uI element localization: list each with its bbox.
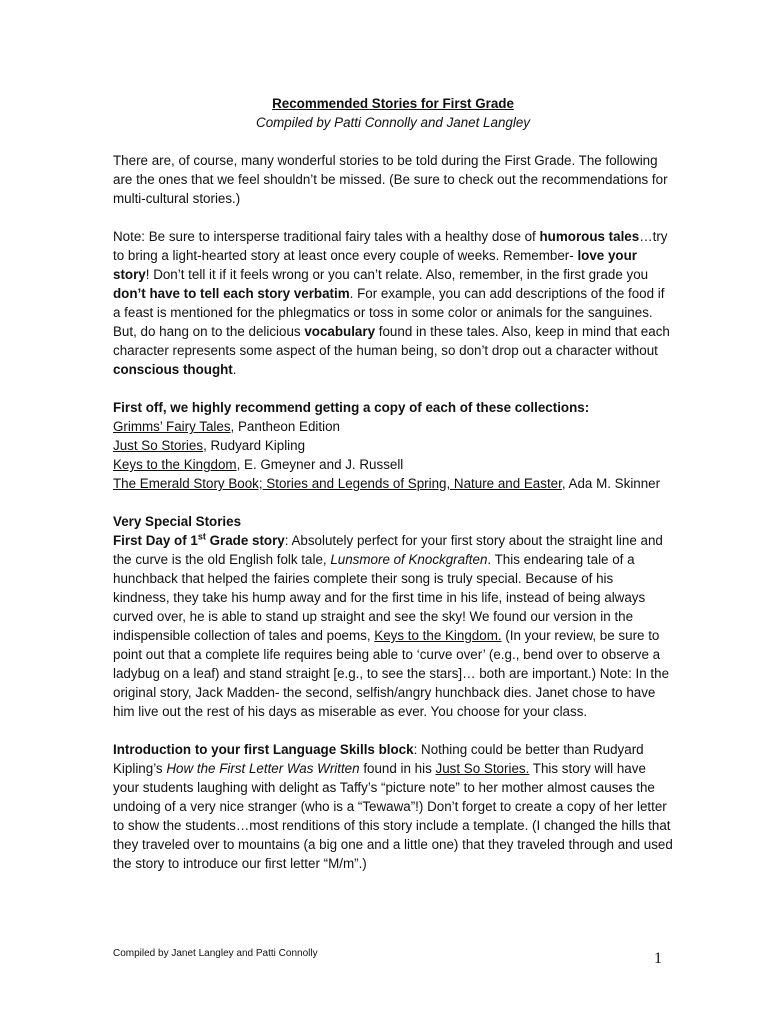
collections-heading-colon: : bbox=[584, 400, 590, 415]
document-page bbox=[113, 94, 673, 892]
note-text: …try to bring a light-hearted story at least once every couple of weeks. Remember- bbox=[113, 229, 668, 263]
special-text: : Absolutely perfect for your first story about the straight line and the curve is the old English folk tale, bbox=[113, 533, 663, 567]
title-block bbox=[113, 94, 673, 132]
collection-title: Just So Stories bbox=[113, 438, 204, 453]
note-paragraph bbox=[113, 227, 673, 379]
collections-section bbox=[113, 398, 673, 493]
collection-author: , Pantheon Edition bbox=[230, 419, 340, 434]
page-footer: Compiled by Janet Langley and Patti Connolly bbox=[113, 948, 318, 959]
language-text: found in his bbox=[359, 761, 436, 776]
note-text: Note: Be sure to intersperse traditional fairy tales with a healthy dose of bbox=[113, 229, 540, 244]
special-text: (In your review, be sure to point out that a complete life requires being able to ‘curve over’ (e.g., bend over to observe a ladybug on a leaf) and stand straight [e.g., to see the stars]… both are important.) Note: In the original story, Jack Madden- the second, selfish/angry hunchback dies. Janet chose to have him live out the rest of his days as miserable as ever. You choose for your class. bbox=[113, 628, 670, 719]
note-text: . bbox=[232, 362, 237, 377]
note-text: . For example, you can add descriptions of the food if a feast is mentioned for the phlegmatics or toss in some color or animals for the sanguines. But, do hang on to the delicious bbox=[113, 286, 665, 339]
book-title-keys: Keys to the Kingdom. bbox=[374, 628, 502, 643]
book-title-just-so: Just So Stories. bbox=[435, 761, 530, 776]
collection-title: Grimms’ Fairy Tales bbox=[113, 419, 231, 434]
language-text: This story will have your students laughing with delight as Taffy’s “picture note” to her mother almost causes the undoing of a very nice stranger (who is a “Tewawa”!) Don’t forget to create a copy of her letter to show the students…most renditions of this story include a template. (I changed the hills that they traveled over to mountains (a big one and a little one) that they traveled through and used the story to introduce our first letter “M/m”.) bbox=[113, 761, 673, 871]
collection-author: , E. Gmeyner and J. Russell bbox=[236, 457, 404, 472]
language-skills-paragraph bbox=[113, 740, 673, 873]
story-title-lunsmore: Lunsmore of Knockgraften bbox=[330, 552, 488, 567]
collection-author: , Ada M. Skinner bbox=[561, 476, 661, 491]
intro-paragraph: There are, of course, many wonderful stories to be told during the First Grade. The following are the ones that we feel shouldn’t be missed. (Be sure to check out the recommendations for multi-cultural stories.) bbox=[113, 153, 668, 206]
special-stories-section bbox=[113, 512, 673, 721]
note-bold-vocabulary: vocabulary bbox=[304, 324, 376, 339]
collection-title: Keys to the Kingdom bbox=[113, 457, 237, 472]
language-text: : Nothing could be better than Rudyard Kipling’s bbox=[113, 742, 644, 776]
first-day-label-b: Grade story bbox=[205, 533, 285, 548]
note-text: ! Don’t tell it if it feels wrong or you can’t relate. Also, remember, in the first grade you bbox=[145, 267, 649, 282]
special-stories-heading: Very Special Stories bbox=[113, 514, 242, 529]
document-subtitle: Compiled by Patti Connolly and Janet Langley bbox=[256, 115, 530, 130]
first-day-label-a: First Day of 1 bbox=[113, 533, 198, 548]
first-day-sup: st bbox=[197, 531, 206, 542]
collection-item bbox=[113, 436, 673, 455]
collection-item bbox=[113, 417, 673, 436]
note-bold-humorous: humorous tales bbox=[539, 229, 640, 244]
note-bold-conscious: conscious thought bbox=[113, 362, 233, 377]
note-text: found in these tales. Also, keep in mind that each character represents some aspect of the human being, so don’t drop out a character without bbox=[113, 324, 670, 358]
first-day-label bbox=[113, 533, 285, 548]
collection-item bbox=[113, 474, 673, 493]
collections-heading-text: First off, we highly recommend getting a copy of each of these collections bbox=[113, 400, 585, 415]
story-title-first-letter: How the First Letter Was Written bbox=[166, 761, 360, 776]
document-title: Recommended Stories for First Grade bbox=[272, 96, 514, 111]
collection-author: , Rudyard Kipling bbox=[203, 438, 306, 453]
collection-item bbox=[113, 455, 673, 474]
note-bold-love: love your story bbox=[113, 248, 637, 282]
page-number: 1 bbox=[654, 950, 662, 967]
collections-heading bbox=[113, 398, 673, 417]
special-text: . This endearing tale of a hunchback that helped the fairies complete their song is truly special. Because of his kindness, they take his hump away and for the first time in his life, instead of being always curved over, he is able to stand up straight and see the sky! We found our version in the indispensible collection of tales and poems, bbox=[113, 552, 646, 643]
note-bold-verbatim: don’t have to tell each story verbatim bbox=[113, 286, 350, 301]
language-skills-label: Introduction to your first Language Skills block bbox=[113, 742, 414, 757]
collection-title: The Emerald Story Book; Stories and Legends of Spring, Nature and Easter bbox=[113, 476, 562, 491]
